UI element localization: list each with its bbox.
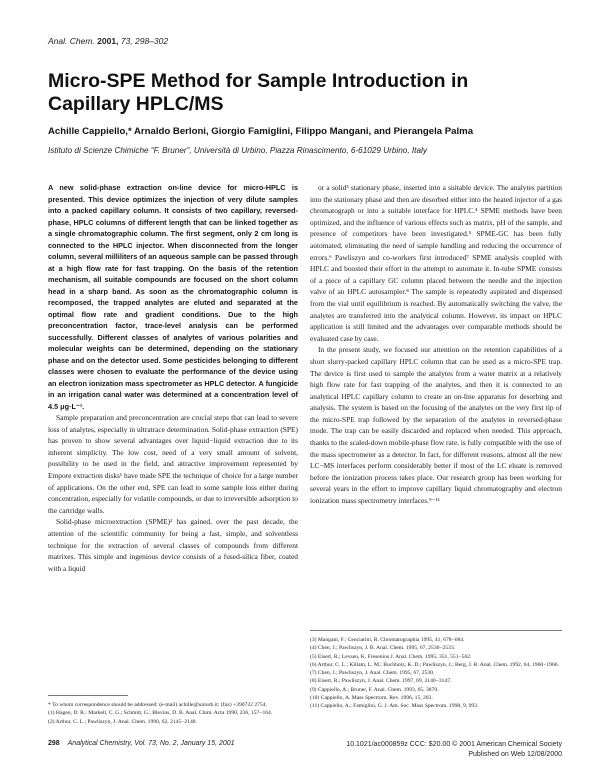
reference: (5) Eisert, R.; Levsen, K. Fresenius J. Anal. Chem. 1995, 351, 551−562. (310, 653, 472, 660)
page-footer-left (48, 740, 235, 747)
author-affiliation: Istituto di Scienze Chimiche “F. Bruner”, Università di Urbino, Piazza Rinascimento, 6-61029 Urbino, Italy (48, 146, 427, 155)
left-footnotes (48, 701, 298, 726)
journal-volume-pages: 73, 298–302 (120, 36, 169, 46)
reference: (6) Arthur, C. L.; Killam, L. M.; Buchholz, K. D.; Pawliszyn, J.; Berg, J. R. Anal. Chem. 1992, 64, 1960−1966. (310, 661, 559, 668)
reference: (3) Mangani, F.; Cenciarini, R. Chromatographia 1995, 41, 678−684. (310, 637, 465, 643)
body-paragraph: Sample preparation and preconcentration are crucial steps that can lead to severe loss of analytes, especially in ultratrace determination. Solid-phase extraction (SPE) has proven to show several advantages over liquid−liquid extraction due to its inherent simplicity. The low cost, need of a very small amount of solvent, possibility to be used in the field, and attractive improvement represented by Empore extraction disks¹ have made SPE the technique of choice for a large number of applications. On the other end, SPE can lead to some sample loss either during concentration, especially for volatile compounds, or due to irreversible adsorption to the cartridge walls. (48, 413, 298, 515)
footer-journal: Analytical Chemistry, Vol. 73, No. 2, January 15, 2001 (67, 740, 235, 747)
right-body-text (310, 182, 562, 507)
body-paragraph: or a solid³ stationary phase, inserted into a suitable device. The analytes partition into the stationary phase and then are desorbed either into the heated injector of a gas chromatograph or into a suitable interface for HPLC.⁴ SPME methods have been optimized, and the influence of various effects such as matrix, pH of the sample, and presence of competitors have been investigated.⁵ SPME-GC has been fully automated, eliminating the need of sample handling and reducing the occurrence of errors.⁶ Pawliszyn and co-workers first introduced⁷ SPME analysis coupled with HPLC and boosted their effort in the attempt to automate it. In-tube SPME consists of a piece of a capillary GC column placed between the needle and the injection valve of an HPLC autosampler.⁸ The sample is repeatedly aspirated and dispensed from the vial until equilibrium is reached. By automatically switching the valve, the analytes are transferred into the analytical column. However, its impact on HPLC application is still limited and the advantages over comparable methods should be evaluated case by case. (310, 183, 562, 343)
footnote: (2) Arthur, C. L.; Pawliszyn, J. Anal. Chem. 1990, 62, 2145−2148. (48, 718, 197, 725)
left-column (48, 182, 298, 574)
journal-reference (48, 36, 168, 46)
journal-year: 2001, (97, 36, 119, 46)
reference: (9) Cappiello, A.; Bruner, F. Anal. Chem. 1993, 65, 3870. (310, 686, 439, 693)
body-paragraph: In the present study, we focused our attention on the retention capabilities of a short slurry-packed capillary HPLC column that can be used as a micro-SPE trap. The device is first used to sample the analytes from a water matrix at a relatively high flow rate for fast trapping of the analytes, and then it is connected to an analytical HPLC capillary column to create an on-line apparatus for desorbing and analysis. The system is based on the focusing of the analytes on the very first tip of the micro-SPE trap followed by the separation of the analytes in reversed-phase mode. The trap can be easily discarded and replaced when needed. This approach, thanks to the scaled-down mobile-phase flow rate, is fully compatible with the use of the mass spectrometer as a detector. In fact, for different reasons, almost all the new LC−MS interfaces perform considerably better if most of the LC eluate is removed before the ionization process takes place. Our research group has been working for several years in the effort to improve capillary liquid chromatography and electron ionization mass spectrometry interfaces.⁹⁻¹¹ (310, 345, 562, 506)
page-number: 298 (48, 740, 60, 747)
page-footer-right (330, 740, 562, 759)
reference: (11) Cappiello, A.; Famiglini, G. J. Am. Soc. Mass Spectrom. 1998, 9, 993. (310, 703, 479, 710)
journal-name: Anal. Chem. (48, 36, 95, 46)
right-references (310, 636, 562, 711)
right-reference-separator (310, 630, 562, 631)
reference: (8) Eisert, R.; Pawliszyn, J. Anal. Chem. 1997, 69, 3140−3147. (310, 678, 452, 685)
right-column (310, 182, 562, 507)
left-body-text (48, 412, 298, 574)
reference: (10) Cappiello, A. Mass Spectrom. Rev. 1996, 15, 283. (310, 695, 433, 702)
author-list: Achille Cappiello,* Arnaldo Berloni, Giorgio Famiglini, Filippo Mangani, and Pierangela Palma (48, 126, 474, 137)
left-footnote-separator (48, 695, 128, 696)
abstract: A new solid-phase extraction on-line device for micro-HPLC is presented. This device optimizes the injection of very dilute samples into a packed capillary column. It consists of two capillary, reversed-phase, HPLC columns of different length that can be linked together as a single chromatographic column. The first segment, only 2 cm long is connected to the HPLC injector. When disconnected from the longer column, several milliliters of an aqueous sample can be passed through at a high flow rate for fast trapping. On the basis of the retention mechanism, all suitable compounds are focused on the short column head in a sharp band. As soon as the chromatographic column is recomposed, the trapped analytes are eluted and separated at the optimal flow rate and gradient conditions. Due to the high preconcentration factor, trace-level analysis can be performed successfully. Different classes of analytes of various polarities and molecular weights can be determined, depending on the stationary phase and on the detector used. Some pesticides belonging to different classes were chosen to evaluate the performance of the device using an electron ionization mass spectrometer as HPLC detector. A fungicide in an irrigation canal water was determined at a concentration level of 4.5 μg·L⁻¹. (48, 183, 298, 411)
footnote: * To whom correspondence should be addressed: (e-mail) achille@uniurb.it; (fax) +390722 2754. (48, 702, 267, 708)
reference: (4) Chen, J.; Pawliszyn, J. B. Anal. Chem. 1995, 67, 2530−2533. (310, 645, 456, 652)
footnote: (1) Hagen, D. R.; Markell, C. G.; Schmitt, G.; Blevins, D. B. Anal. Chim. Acta 1990, 236, 157−164. (48, 710, 273, 717)
footer-doi: 10.1021/ac000859z CCC: $20.00 © 2001 American Chemical Society (346, 741, 562, 748)
reference: (7) Chen, J.; Pawliszyn, J. Anal. Chem. 1995, 67, 2530. (310, 670, 435, 677)
footer-published: Published on Web 12/08/2000 (468, 750, 562, 758)
body-paragraph: Solid-phase microextraction (SPME)² has gained, over the past decade, the attention of the scientific community for being a fast, simple, and solventless technique for the extraction of several classes of compounds from different matrixes. This simple and ingenious device consists of a fused-silica fiber, coated with a liquid (48, 517, 298, 573)
article-title: Micro-SPE Method for Sample Introduction in Capillary HPLC/MS (48, 70, 469, 115)
